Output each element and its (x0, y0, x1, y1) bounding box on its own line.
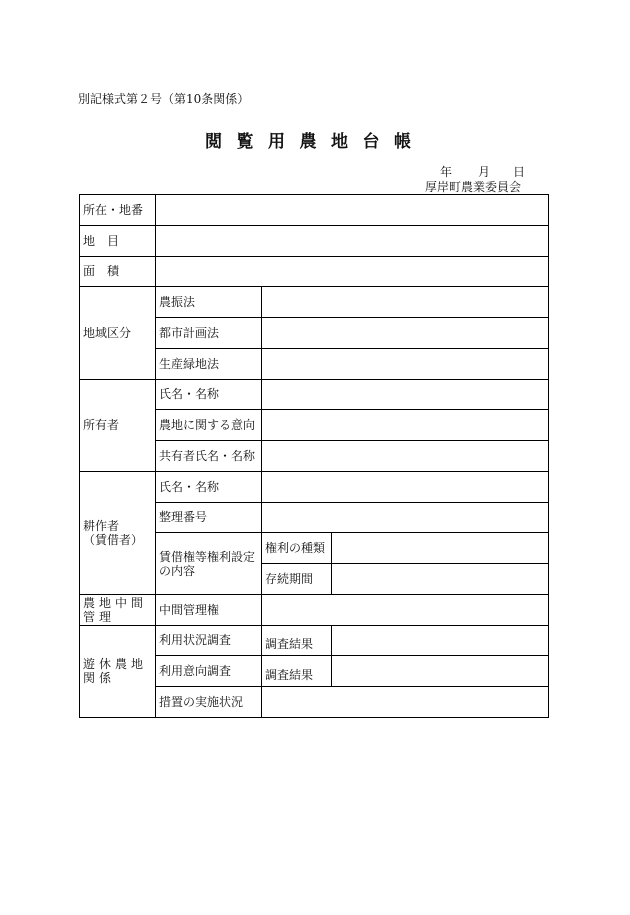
usage-result-value[interactable] (332, 625, 549, 656)
cultivator-serial-label: 整理番号 (156, 502, 262, 533)
intermediary-right-label: 中間管理権 (156, 594, 262, 625)
cultivator-label (80, 471, 156, 594)
row-owner-name (80, 379, 549, 410)
co-owner-value[interactable] (262, 441, 549, 472)
idle-label: 遊休農地関係 (80, 625, 156, 718)
right-type-value[interactable] (332, 533, 549, 564)
row-land-category (80, 225, 549, 256)
row-intermediary (80, 594, 549, 625)
owner-name-value[interactable] (262, 379, 549, 410)
location-label: 所在・地番 (80, 195, 156, 226)
date-day: 日 (513, 165, 526, 179)
zoning-toshi-label: 都市計画法 (156, 318, 262, 349)
cultivator-name-label: 氏名・名称 (156, 471, 262, 502)
duration-value[interactable] (332, 564, 549, 595)
zoning-nouson-label: 農振法 (156, 287, 262, 318)
land-category-value[interactable] (156, 225, 549, 256)
zoning-toshi-value[interactable] (262, 318, 549, 349)
intent-survey-label: 利用意向調査 (156, 656, 262, 687)
duration-label: 存続期間 (262, 564, 332, 595)
right-type-label: 権利の種類 (262, 533, 332, 564)
cultivator-serial-value[interactable] (262, 502, 549, 533)
row-cultivator-name (80, 471, 549, 502)
date-year: 年 (440, 165, 453, 179)
cultivator-name-value[interactable] (262, 471, 549, 502)
cultivator-label-line1: 耕作者 (83, 518, 120, 533)
usage-survey-label: 利用状況調査 (156, 625, 262, 656)
land-category-label: 地 目 (80, 225, 156, 256)
row-area (80, 256, 549, 287)
owner-intention-label: 農地に関する意向 (156, 410, 262, 441)
co-owner-label: 共有者氏名・名称 (156, 441, 262, 472)
intent-result-value[interactable] (332, 656, 549, 687)
ledger-table (79, 194, 549, 718)
usage-result-label: 調査結果 (262, 625, 332, 656)
lease-content-label: 賃借権等権利設定の内容 (156, 533, 262, 595)
intent-result-label: 調査結果 (262, 656, 332, 687)
measures-label: 措置の実施状況 (156, 687, 262, 718)
row-location (80, 195, 549, 226)
zoning-nouson-value[interactable] (262, 287, 549, 318)
zoning-seisan-value[interactable] (262, 348, 549, 379)
form-reference: 別記様式第２号（第10条関係） (78, 92, 250, 106)
area-label: 面 積 (80, 256, 156, 287)
zoning-label: 地域区分 (80, 287, 156, 379)
location-value[interactable] (156, 195, 549, 226)
zoning-seisan-label: 生産緑地法 (156, 348, 262, 379)
row-usage-survey (80, 625, 549, 656)
cultivator-label-line2: （賃借者） (83, 532, 144, 547)
measures-value[interactable] (262, 687, 549, 718)
issuer: 厚岸町農業委員会 (425, 180, 522, 194)
area-value[interactable] (156, 256, 549, 287)
owner-intention-value[interactable] (262, 410, 549, 441)
owner-label: 所有者 (80, 379, 156, 471)
owner-name-label: 氏名・名称 (156, 379, 262, 410)
intermediary-value[interactable] (262, 594, 549, 625)
intermediary-label: 農地中間管理 (80, 594, 156, 625)
document-title: 閲覧用農地台帳 (205, 132, 426, 152)
date-month: 月 (478, 165, 491, 179)
row-zoning-nouson (80, 287, 549, 318)
